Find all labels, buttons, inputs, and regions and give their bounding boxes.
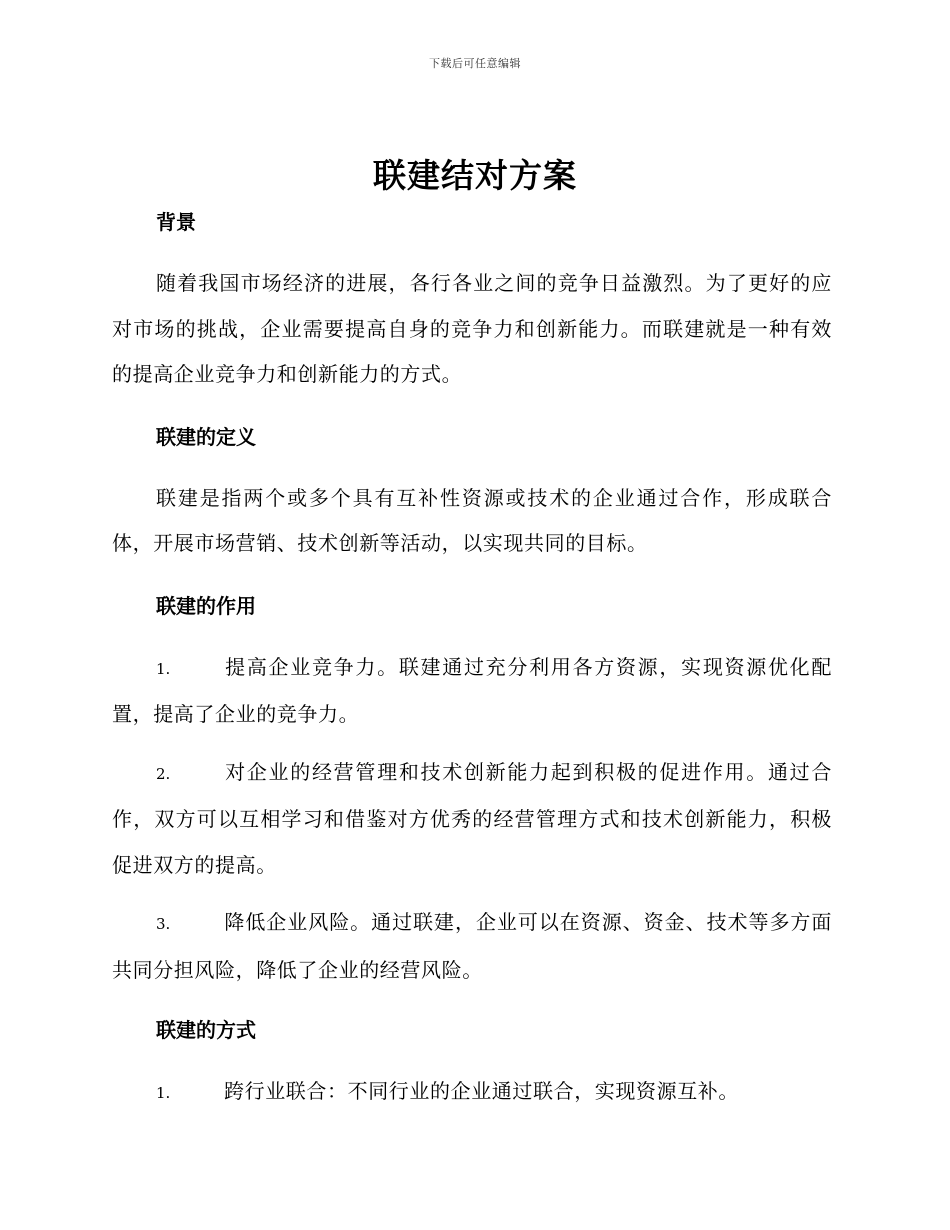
header-note: 下载后可任意编辑	[429, 57, 521, 70]
section-heading: 联建的方式	[156, 1018, 256, 1042]
list-text: 提高企业竞争力。联建通过充分利用各方资源，实现资源优化配置，提高了企业的竞争力。	[112, 654, 832, 726]
section-heading: 联建的定义	[156, 424, 256, 449]
section-heading: 联建的作用	[156, 593, 256, 618]
list-number: 2.	[156, 764, 171, 783]
list-item	[112, 645, 832, 738]
list-text: 降低企业风险。通过联建，企业可以在资源、资金、技术等多方面共同分担风险，降低了企业的经营风险。	[112, 910, 832, 982]
list-item	[112, 750, 832, 889]
section-effects	[112, 587, 832, 994]
list-number: 1.	[156, 659, 171, 678]
list-number: 1.	[156, 1084, 171, 1102]
list-text: 跨行业联合：不同行业的企业通过联合，实现资源互补。	[224, 1079, 739, 1103]
section-methods	[112, 1011, 832, 1117]
document-title: 联建结对方案	[373, 156, 577, 195]
paragraph: 随着我国市场经济的进展，各行各业之间的竞争日益激烈。为了更好的应对市场的挑战，企业需要提高自身的竞争力和创新能力。而联建就是一种有效的提高企业竞争力和创新能力的方式。	[112, 271, 832, 386]
list-text: 对企业的经营管理和技术创新能力起到积极的促进作用。通过合作，双方可以互相学习和借鉴对方优秀的经营管理方式和技术创新能力，积极促进双方的提高。	[112, 759, 832, 877]
list-number: 3.	[156, 915, 171, 933]
paragraph: 联建是指两个或多个具有互补性资源或技术的企业通过合作，形成联合体，开展市场营销、技术创新等活动，以实现共同的目标。	[112, 485, 832, 555]
section-heading: 背景	[156, 210, 196, 234]
section-background	[112, 203, 832, 398]
document-body	[112, 203, 832, 1129]
list-item	[112, 900, 832, 993]
section-definition	[112, 418, 832, 567]
list-item	[112, 1069, 832, 1117]
